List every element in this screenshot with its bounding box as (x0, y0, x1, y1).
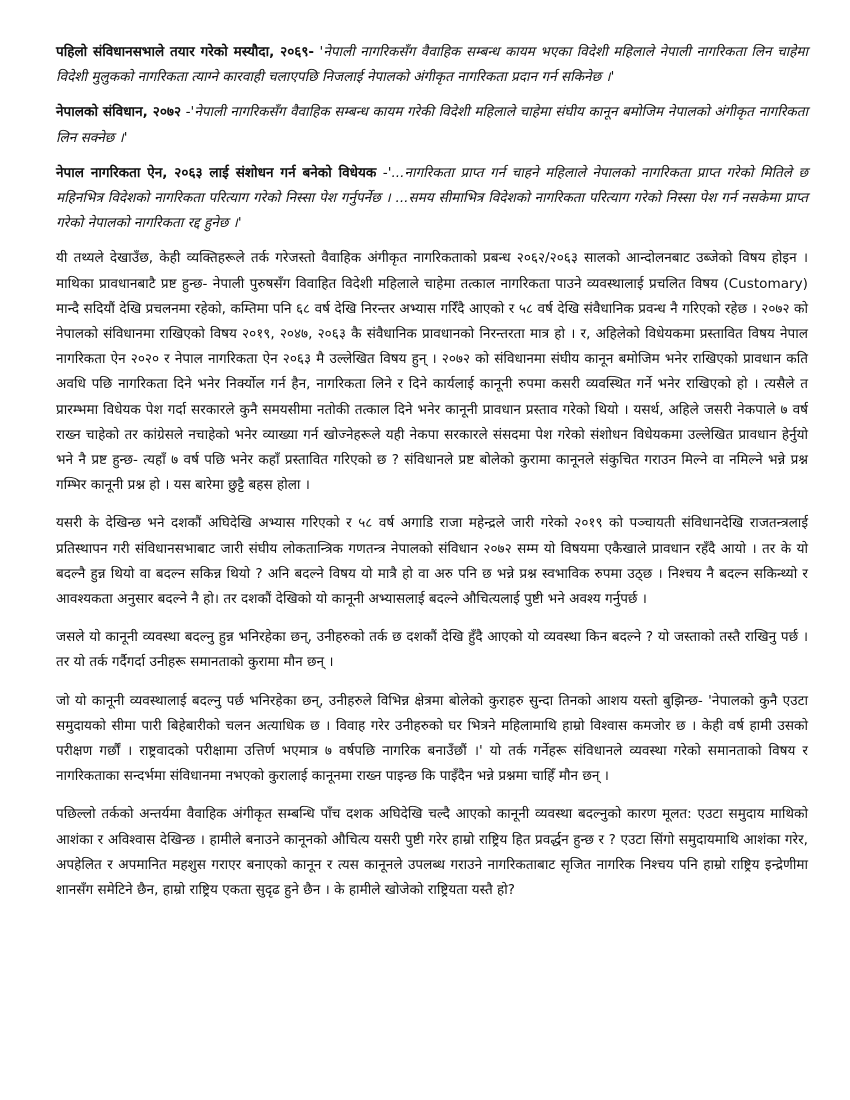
body-paragraph: यी तथ्यले देखाउँछ, केही व्यक्तिहरूले तर्क गरेजस्तो वैवाहिक अंगीकृत नागरिकताको प्रबन्ध २०६२/२०६३ सालको आन्दोलनबाट उब्जेको विषय होइन । माथिका प्रावधानबाटै प्रष्ट हुन्छ- नेपाली पुरुषसँग विवाहित विदेशी महिलाले चाहेमा तत्काल नागरिकता पाउने व्यवस्थालाई प्रचलित विषय (Customary) मान्दै सदियौं देखि प्रचलनमा रहेको, कम्तिमा पनि ६८ वर्ष देखि निरन्तर अभ्यास गरिँदै आएको र ५८ वर्ष देखि संवैधानिक प्रवन्ध नै गरिएको रहेछ । २०७२ को नेपालको संविधानमा राखिएको विषय २०१९, २०४७, २०६३ कै संवैधानिक प्रावधानको निरन्तरता मात्र हो । र, अहिलेको विधेयकमा प्रस्तावित विषय नेपाल नागरिकता ऐन २०२० र नेपाल नागरिकता ऐन २०६३ मै उल्लेखित विषय हुन् । २०७२ को संविधानमा संघीय कानून बमोजिम भनेर राखिएको प्रावधान कति अवधि पछि नागरिकता दिने भनेर निर्क्योल गर्न हैन, नागरिकता लिने र दिने कार्यलाई कानूनी रुपमा कसरी व्यवस्थित गर्ने भनेर राखिएको हो । त्यसैले त प्रारम्भमा विधेयक पेश गर्दा सरकारले कुनै समयसीमा नतोकी तत्काल दिने भनेर कानूनी प्रावधान प्रस्ताव गरेको थियो । यसर्थ, अहिले जसरी नेकपाले ७ वर्ष राख्न चाहेको तर कांग्रेसले नचाहेको भनेर व्याख्या गर्न खोज्नेहरूले यही नेकपा सरकारले संसदमा पेश गरेको संशोधन विधेयकमा उल्लेखित प्रावधान हेर्नुयो भने नै प्रष्ट हुन्छ- त्यहाँ ७ वर्ष पछि भनेर कहाँ प्रस्तावित गरिएको छ ? संविधानले प्रष्ट बोलेको कुरामा कानूनले संकुचित गराउन मिल्ने वा नमिल्ने भन्ने प्रश्न गम्भिर कानूनी प्रश्न हो । यस बारेमा छुट्टै बहस होला । (56, 250, 808, 494)
quote-text: -'...नागरिकता प्राप्त गर्न चाहने महिलाले नेपालको नागरिकता प्राप्त गरेको मितिले छ महिनभित्र विदेशको नागरिकता परित्याग गरेको निस्सा पेश गर्नुपर्नेछ । ...समय सीमाभित्र विदेशको नागरिकता परित्याग गरेको निस्सा पेश गर्न नसकेमा प्राप्त गरेको नेपालको नागरिकता रद्द हुनेछ ।' (56, 164, 808, 232)
body-paragraph: पछिल्लो तर्कको अन्तर्यमा वैवाहिक अंगीकृत सम्बन्धि पाँच दशक अघिदेखि चल्दै आएको कानूनी व्यवस्था बदल्नुको कारण मूलत: एउटा समुदाय माथिको आशंका र अविश्वास देखिन्छ । हामीले बनाउने कानूनको औचित्य यसरी पुष्टी गरेर हाम्रो राष्ट्रिय हित प्रवर्द्धन हुन्छ र ? एउटा सिंगो समुदायमाथि आशंका गरेर, अपहेलित र अपमानित महशुस गराएर बनाएको कानून र त्यस कानूनले उपलब्ध गराउने नागरिकताबाट सृजित नागरिक निश्चय पनि हाम्रो राष्ट्रिय इन्द्रेणीमा शानसँग समेटिने छैन, हाम्रो राष्ट्रिय एकता सुदृढ हुने छैन । के हामीले खोजेको राष्ट्रियता यस्तै हो? (56, 806, 808, 899)
quote-text: -'नेपाली नागरिकसँग वैवाहिक सम्बन्ध कायम गरेकी विदेशी महिलाले चाहेमा संघीय कानून बमोजिम नेपालको अंगीकृत नागरिकता लिन सक्नेछ ।' (56, 104, 808, 146)
article-page (56, 40, 808, 916)
quote-heading: नेपालको संविधान, २०७२ (56, 104, 182, 121)
quote-draft-constitution-2069 (56, 40, 808, 90)
body-paragraph: जो यो कानूनी व्यवस्थालाई बदल्नु पर्छ भनिरहेका छन्, उनीहरुले विभिन्न क्षेत्रमा बोलेको कुराहरु सुन्दा तिनको आशय यस्तो बुझिन्छ- 'नेपालको कुनै एउटा समुदायको सीमा पारी बिहेबारीको चलन अत्याधिक छ । विवाह गरेर उनीहरुको घर भित्रने महिलामाथि हाम्रो विश्वास कमजोर छ । केही वर्ष हामी उसको परीक्षण गर्छौं । राष्ट्रवादको परीक्षामा उत्तिर्ण भएमात्र ७ वर्षपछि नागरिक बनाउँछौं ।' यो तर्क गर्नेहरू संविधानले व्यवस्था गरेको समानताको विषय र नागरिकताका सन्दर्भमा संविधानमा नभएको कुरालाई कानूनमा राख्न पाइन्छ कि पाइँदैन भन्ने प्रश्नमा चाहिँ मौन छन् । (56, 692, 808, 785)
body-paragraph: यसरी के देखिन्छ भने दशकौं अघिदेखि अभ्यास गरिएको र ५८ वर्ष अगाडि राजा महेन्द्रले जारी गरेको २०१९ को पञ्चायती संविधानदेखि राजतन्त्रलाई प्रतिस्थापन गरी संविधानसभाबाट जारी संघीय लोकतान्त्रिक गणतन्त्र नेपालको संविधान २०७२ सम्म यो विषयमा एकैखाले प्रावधान रहँदै आयो । तर के यो बदल्नै हुन्न थियो वा बदल्न सकिन्न थियो ? अनि बदल्ने विषय यो मात्रै हो वा अरु पनि छ भन्ने प्रश्न स्वभाविक रुपमा उठ्छ । निश्चय नै बदल्न सकिन्थ्यो र आवश्यकता अनुसार बदल्ने नै हो। तर दशकौं देखिको यो कानूनी अभ्यासलाई बदल्ने औचित्यलाई पुष्टी भने अवश्य गर्नुपर्छ । (56, 515, 808, 608)
quote-citizenship-bill (56, 161, 808, 237)
quote-heading: पहिलो संविधानसभाले तयार गरेको मस्यौदा, २०६९- (56, 44, 315, 60)
quote-heading: नेपाल नागरिकता ऐन, २०६३ लाई संशोधन गर्न बनेको विधेयक (56, 164, 377, 181)
quote-text: 'नेपाली नागरिकसँग वैवाहिक सम्बन्ध कायम भएका विदेशी महिलाले नेपाली नागरिकता लिन चाहेमा विदेशी मुलुकको नागरिकता त्याग्ने कारवाही चलाएपछि निजलाई नेपालको अंगीकृत नागरिकता प्रदान गर्न सकिनेछ ।' (56, 44, 808, 86)
quote-constitution-2072 (56, 100, 808, 150)
body-paragraph: जसले यो कानूनी व्यवस्था बदल्नु हुन्न भनिरहेका छन्, उनीहरुको तर्क छ दशकौं देखि हुँदै आएको यो व्यवस्था किन बदल्ने ? यो जस्ताको तस्तै राखिनु पर्छ । तर यो तर्क गर्दैगर्दा उनीहरू समानताको कुरामा मौन छन् । (56, 629, 808, 671)
